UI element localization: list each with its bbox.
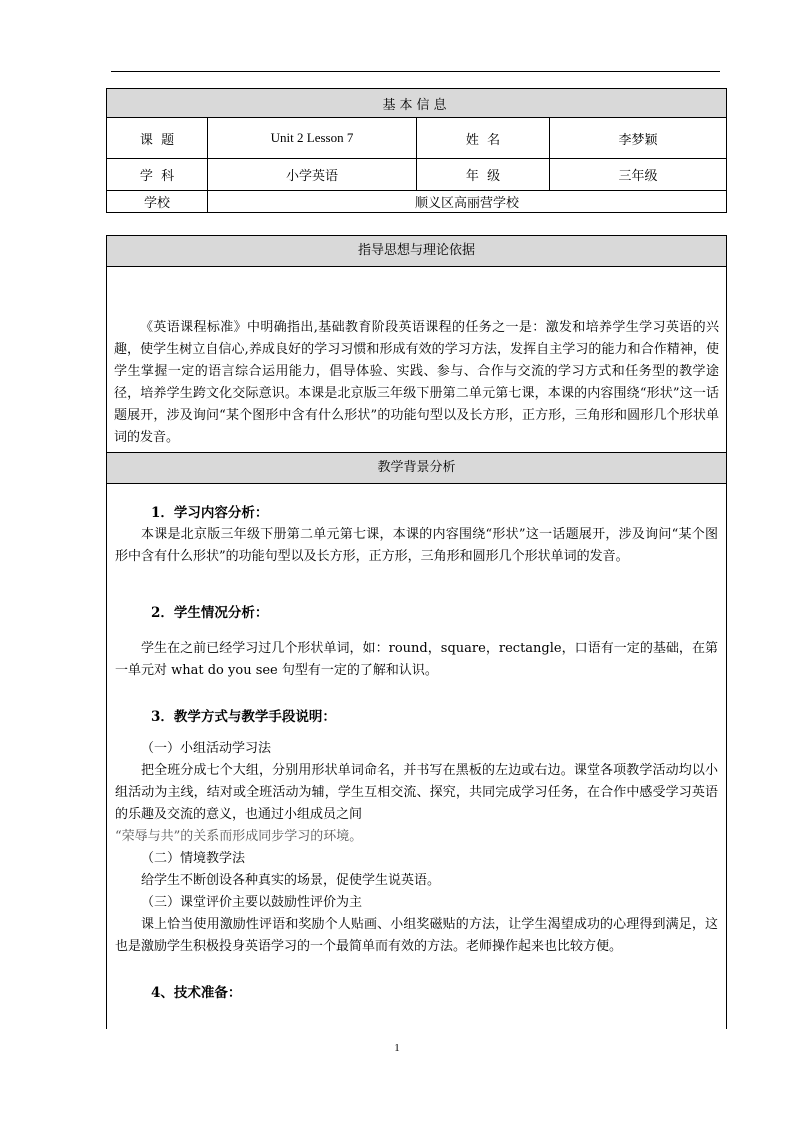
background-section [107, 484, 726, 1004]
page-number: 1 [394, 1042, 400, 1054]
name-label: 姓 名 [417, 118, 550, 159]
content-analysis-text: 本课是北京版三年级下册第二单元第七课，本课的内容围绕“形状”这一话题展开，涉及询问“某个图形中含有什么形状”的功能句型以及长方形，正方形，三角形和圆形几个形状单词的发音。 [115, 527, 718, 564]
tech-prep-heading: 4、技术准备： [151, 985, 242, 1001]
topic-label: 课 题 [107, 118, 208, 159]
student-analysis-text: 学生在之前已经学习过几个形状单词，如：round，square，rectangle，口语有一定的基础，在第一单元对 what do you see 句型有一定的了解和认识。 [115, 641, 718, 678]
guide-title: 指导思想与理论依据 [107, 236, 726, 267]
header-rule [111, 71, 720, 72]
method-1-text [115, 760, 718, 848]
school-value: 顺义区高丽营学校 [208, 191, 727, 213]
subject-value: 小学英语 [208, 159, 417, 191]
school-label: 学校 [107, 191, 208, 213]
subject-label: 学 科 [107, 159, 208, 191]
grade-label: 年 级 [417, 159, 550, 191]
topic-value: Unit 2 Lesson 7 [208, 118, 417, 159]
method-2-title: （二）情境教学法 [141, 851, 246, 866]
basic-info-table [106, 88, 727, 213]
method-2-text: 给学生不断创设各种真实的场景，促使学生说英语。 [141, 873, 441, 888]
methods-heading: 3．教学方式与教学手段说明： [151, 709, 336, 725]
method-3-title: （三）课堂评价主要以鼓励性评价为主 [141, 895, 363, 910]
basic-info-title: 基本信息 [107, 89, 727, 118]
method-1-tail: “荣辱与共”的关系而形成同步学习的环境。 [115, 829, 363, 844]
guide-text: 《英语课程标准》中明确指出,基础教育阶段英语课程的任务之一是：激发和培养学生学习英语的兴趣，使学生树立自信心,养成良好的学习习惯和形成有效的学习方法，发挥自主学习的能力和合作精神，使学生掌握一定的语言综合运用能力，倡导体验、实践、参与、合作与交流的学习方式和任务型的教学途径，培养学生跨文化交际意识。本课是北京版三年级下册第二单元第七课，本课的内容围绕“形状”这一话题展开，涉及询问“某个图形中含有什么形状”的功能句型以及长方形，正方形，三角形和圆形几个形状单词的发音。 [114, 320, 719, 445]
method-1-title: （一）小组活动学习法 [141, 741, 272, 756]
lesson-plan-body [106, 235, 727, 1029]
guide-section [107, 267, 726, 452]
background-title: 教学背景分析 [107, 452, 726, 484]
grade-value: 三年级 [550, 159, 727, 191]
method-1-body: 把全班分成七个大组，分别用形状单词命名，并书写在黑板的左边或右边。课堂各项教学活动均以小组活动为主线，结对或全班活动为辅，学生互相交流、探究，共同完成学习任务，在合作中感受学习英语的乐趣及交流的意义，也通过小组成员之间 [115, 763, 718, 822]
student-analysis-heading: 2．学生情况分析： [151, 605, 269, 621]
content-analysis-heading: 1．学习内容分析： [151, 505, 269, 521]
method-3-text: 课上恰当使用激励性评语和奖励个人贴画、小组奖磁贴的方法，让学生渴望成功的心理得到满足，这也是激励学生积极投身英语学习的一个最简单而有效的方法。老师操作起来也比较方便。 [115, 917, 718, 954]
name-value: 李梦颖 [550, 118, 727, 159]
